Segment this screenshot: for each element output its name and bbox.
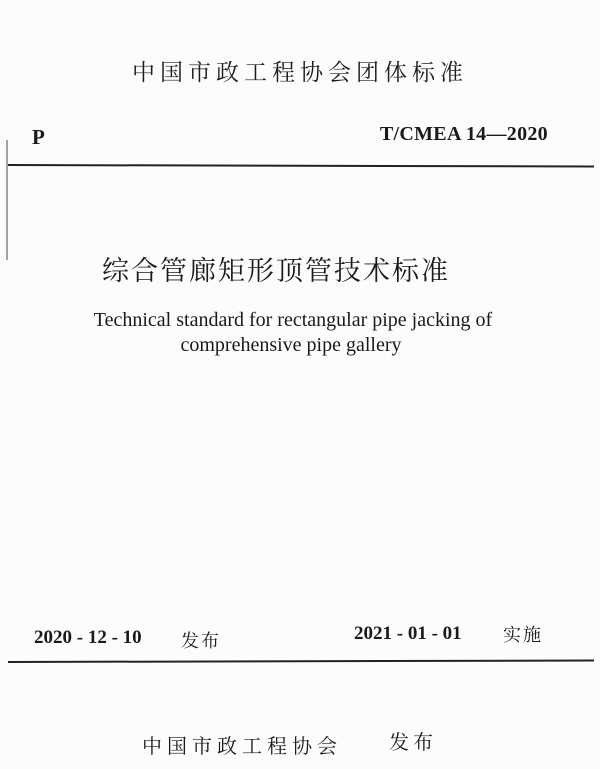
bottom-divider-line: [8, 659, 594, 663]
title-english-line-1: Technical standard for rectangular pipe jacking of: [93, 309, 493, 331]
top-divider-line: [8, 164, 594, 168]
implementation-date: 2021 - 01 - 01: [354, 623, 462, 644]
classification-code: P: [32, 125, 45, 149]
issue-date: 2020 - 12 - 10: [34, 627, 142, 648]
issue-label: 发布: [181, 631, 221, 652]
title-english-line-2: comprehensive pipe gallery: [180, 334, 402, 356]
publisher-name: 中国市政工程协会: [142, 734, 342, 758]
implementation-label: 实施: [503, 625, 543, 646]
title-english: [0, 308, 600, 358]
standard-number: T/CMEA 14—2020: [379, 123, 548, 145]
scan-edge-shadow: [6, 140, 8, 260]
title-chinese: 综合管廊矩形顶管技术标准: [102, 256, 450, 287]
publish-label: 发布: [389, 730, 437, 754]
association-standard-heading: 中国市政工程协会团体标准: [132, 60, 468, 86]
